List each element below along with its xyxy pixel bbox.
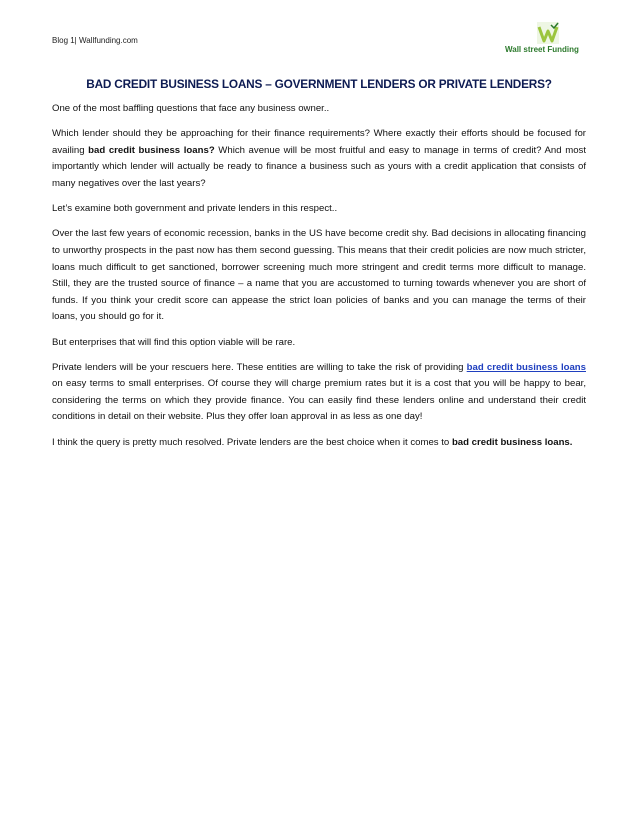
paragraph-2-text-a: Which lender should they be approaching for their finance requirements? Where exactly their efforts should be focused for availing	[52, 128, 586, 156]
paragraph-5: But enterprises that will find this option viable will be rare.	[52, 336, 296, 348]
company-logo	[497, 22, 597, 58]
logo-w-icon	[537, 22, 559, 44]
paragraph-3: Let’s examine both government and private lenders in this respect..	[52, 203, 338, 215]
page-header: Blog 1| Wallfunding.com	[52, 36, 138, 45]
bold-phrase: bad credit business loans?	[88, 144, 215, 156]
bold-phrase-final: bad credit business loans.	[451, 436, 573, 448]
document-body	[52, 101, 586, 460]
paragraph-4: Over the last few years of economic recession, banks in the US have become credit shy. Bad decisions in allocating financing to unworthy prospects in the past now has them second guessing. This means that their credit policies are now much stricter, loans much difficult to get sanctioned, borrower screening much more stringent and credit terms more difficult to manage. Still, they are the trusted source of finance – a name that you are accustomed to turning towards whenever you are short of funds. If you think your credit score can appease the strict loan policies of banks and you can manage the terms of their loans, you should go for it.	[52, 228, 586, 323]
bad-credit-loans-link[interactable]: bad credit business loans	[466, 361, 586, 373]
paragraph-7-text-a: I think the query is pretty much resolved. Private lenders are the best choice when it comes to	[52, 436, 452, 448]
paragraph-1: One of the most baffling questions that face any business owner..	[52, 103, 330, 114]
paragraph-2-text-b: Which avenue will be most fruitful and easy to manage in terms of credit? And most importantly which lender will actually be ready to finance a business such as yours with a credit application that consists of many negatives over the last years?	[52, 144, 587, 189]
paragraph-6-text-a: Private lenders will be your rescuers here. These entities are willing to take the risk of providing	[52, 361, 467, 373]
paragraph-7	[52, 435, 586, 452]
paragraph-6-text-b: on easy terms to small enterprises. Of course they will charge premium rates but it is a cost that you will be happy to bear, considering the terms on which they provide finance. You can easily find these lenders online and understand their credit conditions in detail on their website. Plus they offer loan approval in as less as one day!	[52, 378, 586, 423]
paragraph-6	[52, 360, 586, 426]
paragraph-2	[52, 126, 586, 192]
document-title: BAD CREDIT BUSINESS LOANS – GOVERNMENT LENDERS OR PRIVATE LENDERS?	[86, 77, 552, 91]
logo-text: Wall street Funding	[505, 45, 579, 54]
